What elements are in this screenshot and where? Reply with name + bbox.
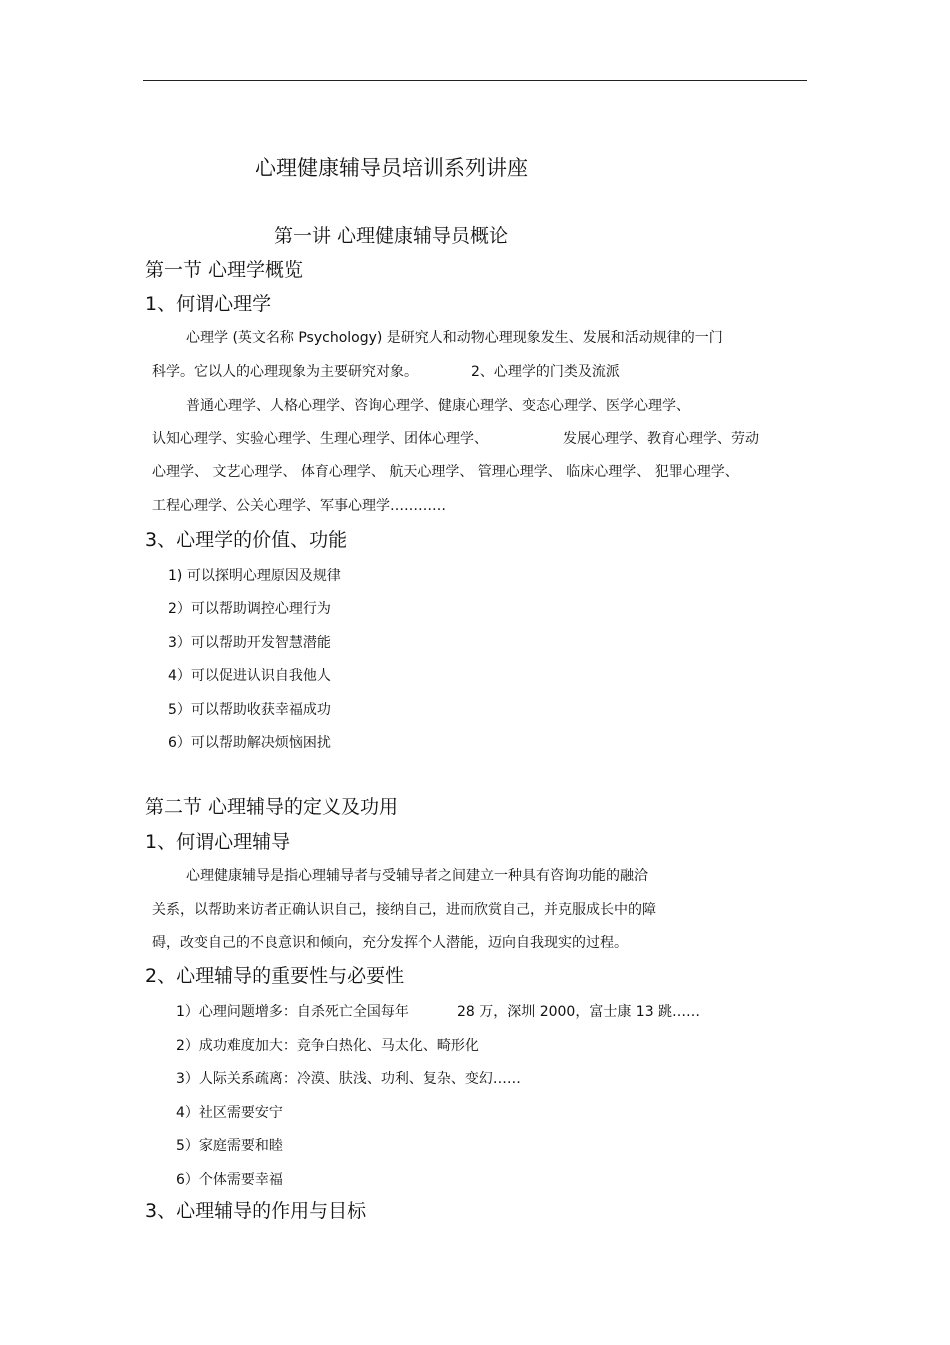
subheading-importance: 2、心理辅导的重要性与必要性 (145, 965, 405, 987)
paragraph-line: 科学。它以人的心理现象为主要研究对象。 (152, 364, 418, 380)
branches-line: 普通心理学、人格心理学、咨询心理学、健康心理学、变态心理学、医学心理学、 (186, 398, 690, 414)
paragraph-line: 心理健康辅导是指心理辅导者与受辅导者之间建立一种具有咨询功能的融洽 (186, 868, 648, 884)
branches-line: 发展心理学、教育心理学、劳动 (563, 431, 759, 447)
subheading-branches: 2、心理学的门类及流派 (471, 364, 620, 380)
subheading-value-function: 3、心理学的价值、功能 (145, 529, 348, 551)
list-item: 2）可以帮助调控心理行为 (168, 601, 331, 617)
list-item: 4）社区需要安宁 (176, 1105, 283, 1121)
paragraph-line: 碍，改变自己的不良意识和倾向，充分发挥个人潜能，迈向自我现实的过程。 (152, 935, 628, 951)
document-title: 心理健康辅导员培训系列讲座 (255, 156, 528, 180)
list-item: 4）可以促进认识自我他人 (168, 668, 331, 684)
list-item: 6）可以帮助解决烦恼困扰 (168, 735, 331, 751)
list-item: 3）可以帮助开发智慧潜能 (168, 635, 331, 651)
lecture-title: 第一讲 心理健康辅导员概论 (274, 225, 509, 247)
list-item: 1）心理问题增多：自杀死亡全国每年 (176, 1004, 409, 1020)
list-item: 2）成功难度加大：竞争白热化、马太化、畸形化 (176, 1038, 479, 1054)
subheading-what-is-psychology: 1、何谓心理学 (145, 293, 272, 315)
branches-line: 心理学、 文艺心理学、 体育心理学、 航天心理学、 管理心理学、 临床心理学、 犯罪心理学、 (152, 464, 739, 480)
paragraph-line: 心理学 (英文名称 Psychology) 是研究人和动物心理现象发生、发展和活动规律的一门 (186, 330, 723, 346)
list-item: 5）可以帮助收获幸福成功 (168, 702, 331, 718)
list-item: 3）人际关系疏离：冷漠、肤浅、功利、复杂、变幻…… (176, 1071, 521, 1087)
section-heading-1: 第一节 心理学概览 (145, 259, 304, 281)
branches-line: 认知心理学、实验心理学、生理心理学、团体心理学、 (152, 431, 488, 447)
paragraph-line: 关系，以帮助来访者正确认识自己，接纳自己，进而欣赏自己，并克服成长中的障 (152, 902, 656, 918)
list-item: 5）家庭需要和睦 (176, 1138, 283, 1154)
list-item: 28 万，深圳 2000，富士康 13 跳…… (457, 1004, 701, 1020)
subheading-what-is-counseling: 1、何谓心理辅导 (145, 831, 291, 853)
section-heading-2: 第二节 心理辅导的定义及功用 (145, 796, 399, 818)
subheading-role-goal: 3、心理辅导的作用与目标 (145, 1200, 367, 1222)
list-item: 1) 可以探明心理原因及规律 (168, 568, 341, 584)
branches-line: 工程心理学、公关心理学、军事心理学………… (152, 498, 446, 514)
list-item: 6）个体需要幸福 (176, 1172, 283, 1188)
header-rule (143, 80, 807, 81)
